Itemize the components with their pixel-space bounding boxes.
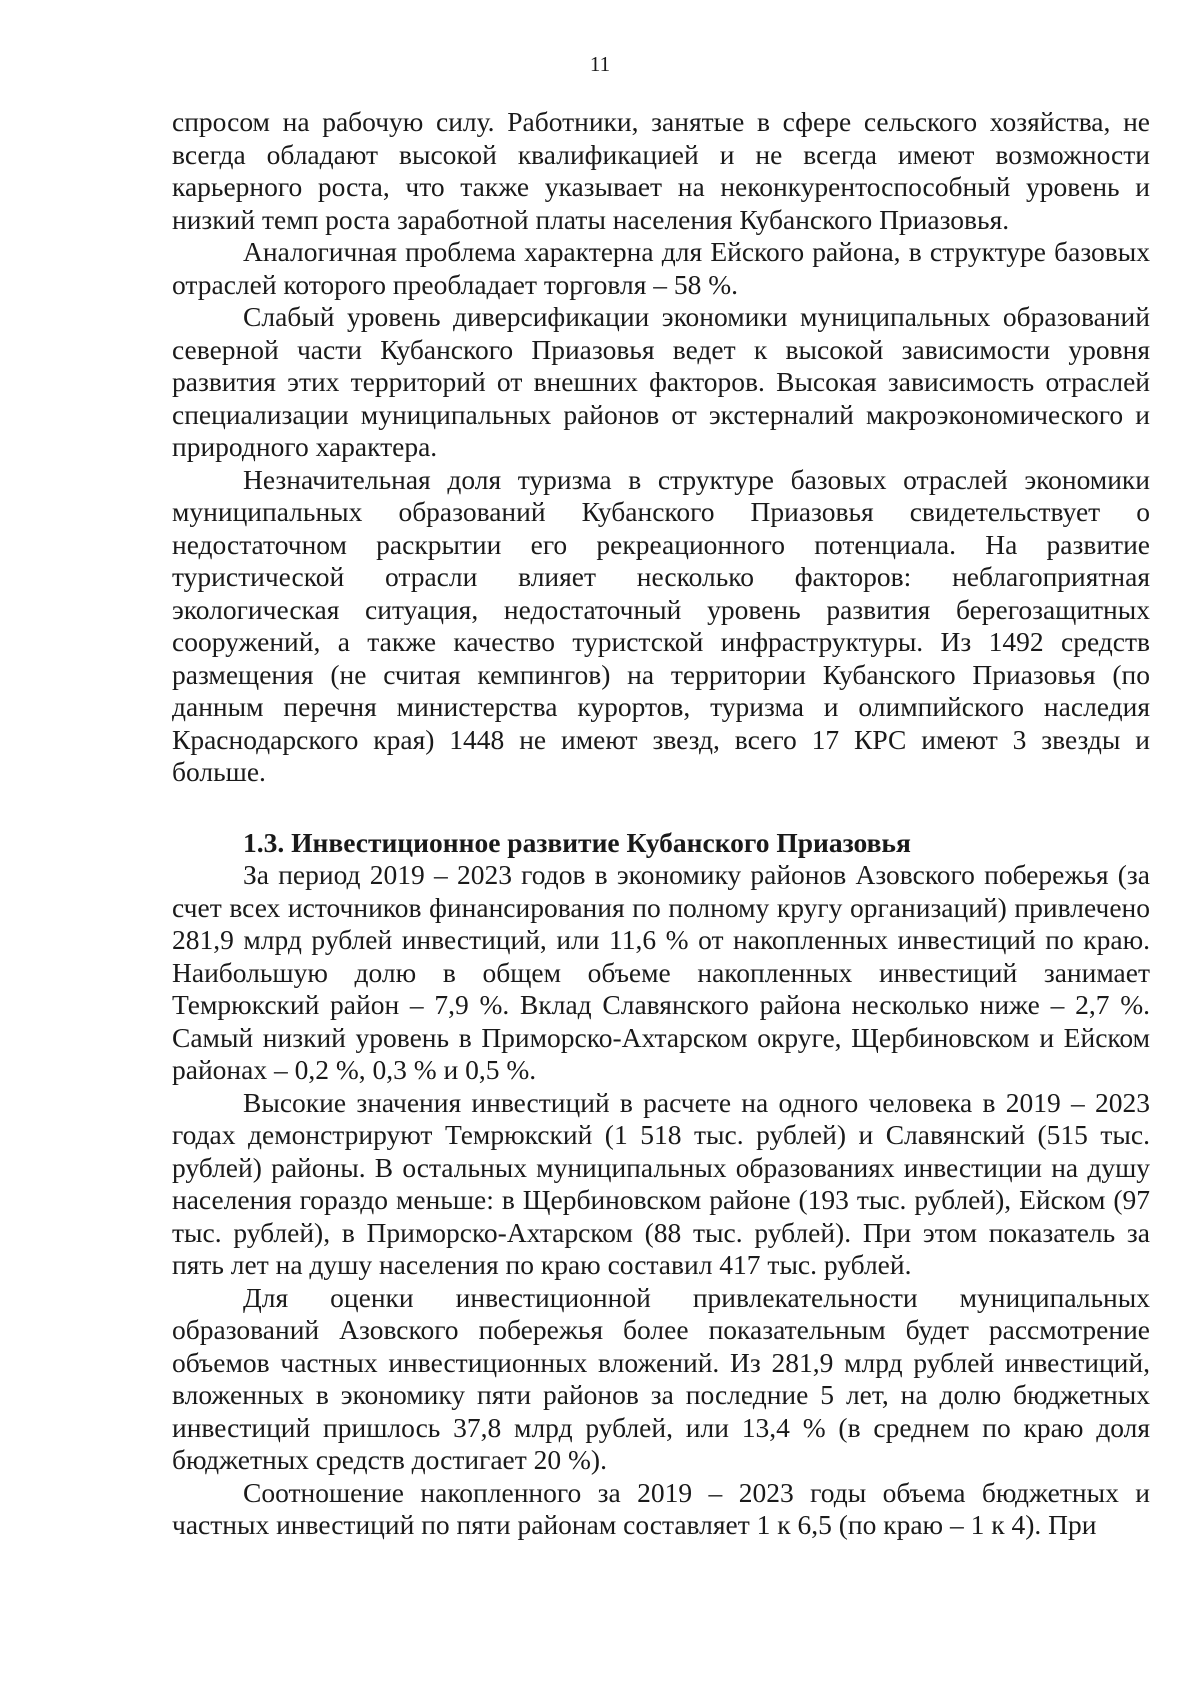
paragraph: Слабый уровень диверсификации экономики муниципальных образований северной части Кубанского Приазовья ведет к высокой зависимости уровня развития этих территорий от внешних факторов. Высокая зависимость отраслей специализации муниципальных районов от экстерналий макроэкономического и природного характера. bbox=[172, 301, 1150, 462]
section-heading: 1.3. Инвестиционное развитие Кубанского Приазовья bbox=[243, 826, 911, 858]
paragraph: Аналогичная проблема характерна для Ейского района, в структуре базовых отраслей которого преобладает торговля – 58 %. bbox=[172, 236, 1150, 300]
paragraph: Высокие значения инвестиций в расчете на одного человека в 2019 – 2023 годах демонстрируют Темрюкский (1 518 тыс. рублей) и Славянский (515 тыс. рублей) районы. В остальных муниципальных образованиях инвестиции на душу населения гораздо меньше: в Щербиновском районе (193 тыс. рублей), Ейском (97 тыс. рублей), в Приморско-Ахтарском (88 тыс. рублей). При этом показатель за пять лет на душу населения по краю составил 417 тыс. рублей. bbox=[172, 1086, 1150, 1280]
paragraph: Незначительная доля туризма в структуре базовых отраслей экономики муниципальных образований Кубанского Приазовья свидетельствует о недостаточном раскрытии его рекреационного потенциала. На развитие туристической отрасли влияет несколько факторов: неблагоприятная экологическая ситуация, недостаточный уровень развития берегозащитных сооружений, а также качество туристской инфраструктуры. Из 1492 средств размещения (не считая кемпингов) на территории Кубанского Приазовья (по данным перечня министерства курортов, туризма и олимпийского наследия Краснодарского края) 1448 не имеют звезд, всего 17 КРС имеют 3 звезды и больше. bbox=[172, 463, 1150, 787]
paragraph: Соотношение накопленного за 2019 – 2023 годы объема бюджетных и частных инвестиций по пяти районам составляет 1 к 6,5 (по краю – 1 к 4). При bbox=[172, 1476, 1150, 1540]
paragraph: За период 2019 – 2023 годов в экономику районов Азовского побережья (за счет всех источников финансирования по полному кругу организаций) привлечено 281,9 млрд рублей инвестиций, или 11,6 % от накопленных инвестиций по краю. Наибольшую долю в общем объеме накопленных инвестиций занимает Темрюкский район – 7,9 %. Вклад Славянского района несколько ниже – 2,7 %. Самый низкий уровень в Приморско-Ахтарском округе, Щербиновском и Ейском районах – 0,2 %, 0,3 % и 0,5 %. bbox=[172, 859, 1150, 1085]
paragraph: Для оценки инвестиционной привлекательности муниципальных образований Азовского побережья более показательным будет рассмотрение объемов частных инвестиционных вложений. Из 281,9 млрд рублей инвестиций, вложенных в экономику пяти районов за последние 5 лет, на долю бюджетных инвестиций пришлось 37,8 млрд рублей, или 13,4 % (в среднем по краю доля бюджетных средств достигает 20 %). bbox=[172, 1281, 1150, 1475]
document-body bbox=[172, 106, 1150, 1542]
paragraph-continuation: спросом на рабочую силу. Работники, занятые в сфере сельского хозяйства, не всегда обладают высокой квалификацией и не всегда имеют возможности карьерного роста, что также указывает на неконкурентоспособный уровень и низкий темп роста заработной платы населения Кубанского Приазовья. bbox=[172, 106, 1150, 235]
page-number: 11 bbox=[589, 52, 611, 76]
